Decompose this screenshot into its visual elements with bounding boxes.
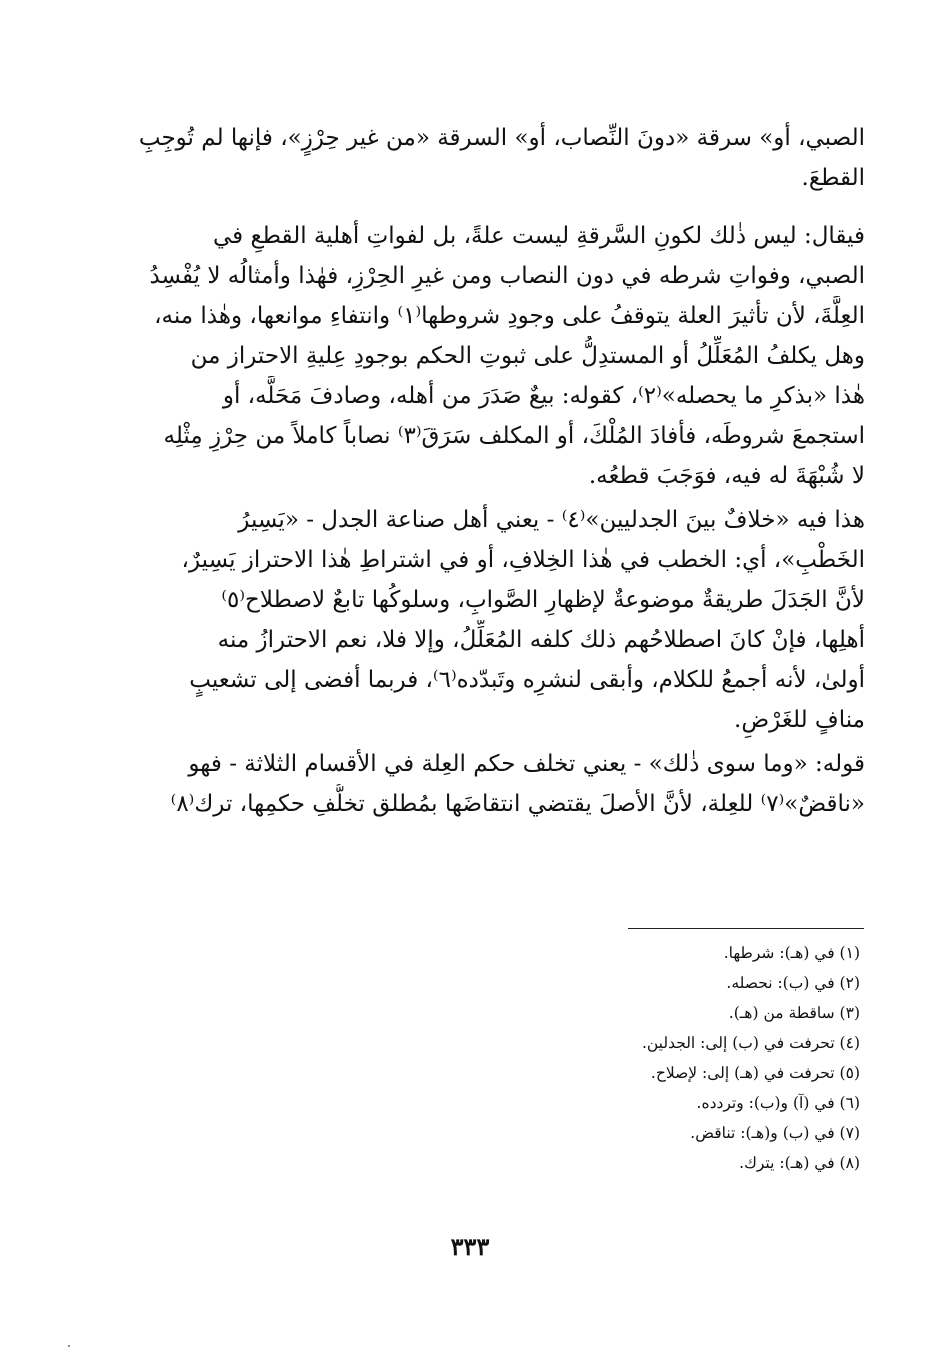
footnote: (٤) تحرفت في (ب) إلى: الجدلين. <box>641 1034 860 1052</box>
text-line: هٰذا «بذكرِ ما يحصله»⁽٢⁾، كقوله: بيعٌ صَدَرَ من أهله، وصادفَ مَحَلَّه، أو <box>222 383 865 409</box>
text-line: القطعَ. <box>801 165 865 191</box>
text-line: العِلَّةَ، لأن تأثيرَ العلة يتوقفُ على وجودِ شروطها⁽١⁾ وانتفاءِ موانعها، وهٰذا منه، <box>154 303 865 329</box>
text-line: منافٍ للغَرْضِ. <box>734 707 865 733</box>
text-line: أهلِها، فإنْ كانَ اصطلاحُهم ذلك كلفه المُعَلِّلُ، وإلا فلا، نعم الاحترازُ منه <box>217 627 865 653</box>
text-line: قوله: «وما سوى ذٰلك» - يعني تخلف حكم العِلة في الأقسام الثلاثة - فهو <box>188 751 865 777</box>
main-text <box>132 118 865 824</box>
footnote: (٣) ساقطة من (هـ). <box>728 1004 860 1022</box>
footnote: (٦) في (آ) و(ب): وتردده. <box>696 1094 860 1112</box>
text-line: أولىٰ، لأنه أجمعُ للكلام، وأبقى لنشرِه وتَبدّده⁽٦⁾، فربما أفضى إلى تشعيبٍ <box>189 667 865 693</box>
text-line: هذا فيه «خلافٌ بينَ الجدليين»⁽٤⁾ - يعني أهل صناعة الجدل - «يَسِيرُ <box>238 507 865 533</box>
scan-speck <box>68 1345 70 1347</box>
footnote-divider <box>628 928 864 929</box>
text-line: لا شُبْهَةَ له فيه، فوَجَبَ قطعُه. <box>588 463 865 489</box>
text-line: وهل يكلفُ المُعَلِّلُ أو المستدِلُّ على ثبوتِ الحكم بوجودِ عِليةِ الاحتراز من <box>190 343 865 369</box>
paragraph-gap <box>132 198 865 216</box>
page-number: ٣٣٣ <box>450 1232 490 1261</box>
text-line: الخَطْبِ»، أي: الخطب في هٰذا الخِلافِ، أو في اشتراطِ هٰذا الاحتراز يَسِيرٌ، <box>181 547 865 573</box>
footnote: (٧) في (ب) و(هـ): تناقض. <box>690 1124 860 1142</box>
footnote: (٢) في (ب): نحصله. <box>726 974 860 992</box>
footnote: (٨) في (هـ): يترك. <box>739 1154 860 1172</box>
footnote: (١) في (هـ): شرطها. <box>723 944 860 962</box>
footnotes <box>400 938 860 1178</box>
text-line: الصبي، وفواتِ شرطه في دون النصاب ومن غيرِ الحِرْزِ، فهٰذا وأمثالُه لا يُفْسِدُ <box>149 263 865 289</box>
text-line: «ناقضٌ»⁽٧⁾ للعِلة، لأنَّ الأصلَ يقتضي انتقاضَها بمُطلق تخلُّفِ حكمِها، ترك⁽٨⁾ <box>170 791 865 817</box>
text-line: الصبي، أو» سرقة «دونَ النِّصاب، أو» السرقة «من غير حِرْزٍ»، فإنها لم تُوجِبِ <box>138 125 865 151</box>
footnote: (٥) تحرفت في (هـ) إلى: لإصلاح. <box>650 1064 860 1082</box>
text-line: لأنَّ الجَدَلَ طريقةٌ موضوعةٌ لإظهارِ الصَّوابِ، وسلوكُها تابعٌ لاصطلاح⁽٥⁾ <box>221 587 865 613</box>
text-line: استجمعَ شروطَه، فأفادَ المُلْكَ، أو المكلف سَرَقَ⁽٣⁾ نصاباً كاملاً من حِرْزِ مِثْلِه <box>163 423 865 449</box>
text-line: فيقال: ليس ذٰلك لكونِ السَّرقةِ ليست علةً، بل لفواتِ أهلية القطعِ في <box>212 223 865 249</box>
